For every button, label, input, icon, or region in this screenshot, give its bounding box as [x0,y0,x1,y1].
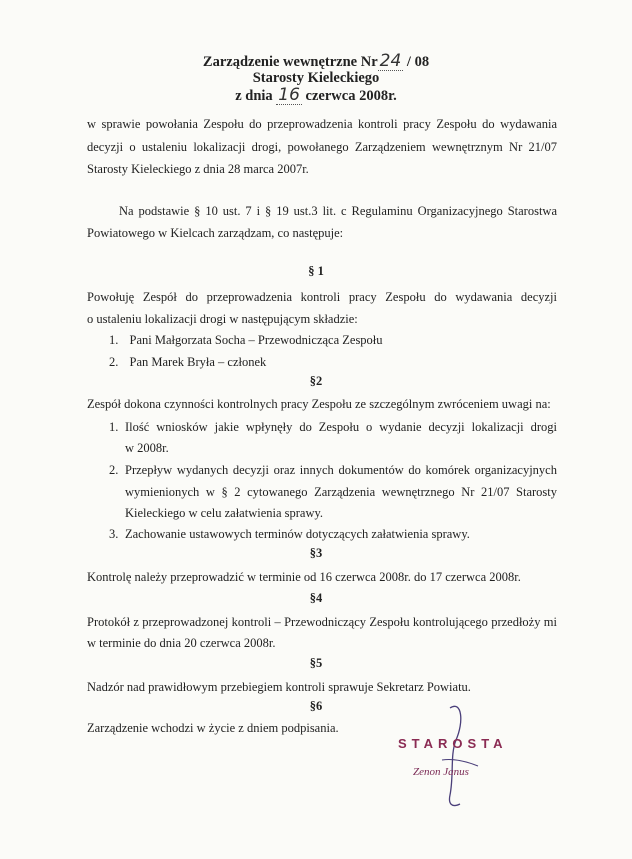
section-2-heading: §2 [309,374,323,388]
section-2-item-2-line-1: Przepływ wydanych decyzji oraz innych dokumentów do komórek organizacyjnych [125,463,557,477]
item-text: Pani Małgorzata Socha – Przewodnicząca Zespołu [129,333,383,347]
section-2-item-1-line-2: w 2008r. [125,441,169,455]
handwritten-day: 16 [278,85,300,105]
section-3-text: Kontrolę należy przeprowadzić w terminie od 16 czerwca 2008r. do 17 czerwca 2008r. [87,570,521,584]
section-1-heading: § 1 [308,264,324,278]
section-3-heading: §3 [309,546,323,560]
intro-line-1: w sprawie powołania Zespołu do przeprowadzenia kontroli pracy Zespołu do wydawania [87,117,557,131]
item-text: Pan Marek Bryła – członek [129,355,267,369]
handwritten-number: 24 [379,51,402,71]
intro-line-2: decyzji o ustaleniu lokalizacji drogi, powołanego Zarządzeniem wewnętrznym Nr 21/07 [87,140,557,154]
section-1-line-2: o ustaleniu lokalizacji drogi w następującym składzie: [87,312,358,326]
section-2-item-3-num: 3. [109,527,119,541]
section-5-heading: §5 [309,656,323,670]
section-2-item-2-line-3: Kieleckiego w celu załatwienia sprawy. [125,506,324,520]
handwritten-signature [420,700,490,810]
date-suffix: czerwca 2008r. [305,88,397,104]
section-1-item-2 [109,351,266,373]
section-1-item-1 [109,329,383,351]
section-1-line-1: Powołuję Zespół do przeprowadzenia kontroli pracy Zespołu do wydawania decyzji [87,290,557,304]
item-number: 1. [109,333,119,347]
section-5-text: Nadzór nad prawidłowym przebiegiem kontroli sprawuje Sekretarz Powiatu. [87,680,471,694]
date-prefix: z dnia [235,88,273,104]
official-stamp-title: STAROSTA [398,736,508,751]
section-6-heading: §6 [309,699,323,713]
section-2-item-3-line-1: Zachowanie ustawowych terminów dotyczących załatwienia sprawy. [125,527,470,541]
section-4-line-2: w terminie do dnia 20 czerwca 2008r. [87,636,276,650]
item-number: 2. [109,355,119,369]
intro-line-3: Starosty Kieleckiego z dnia 28 marca 2007r. [87,162,309,176]
section-6-text: Zarządzenie wchodzi w życie z dniem podpisania. [87,721,339,735]
basis-line-1: Na podstawie § 10 ust. 7 i § 19 ust.3 lit. c Regulaminu Organizacyjnego Starostwa [119,204,557,218]
document-issuer: Starosty Kieleckiego [252,70,380,86]
document-title [0,53,632,71]
document-date [0,87,632,105]
section-2-item-1-line-1: Ilość wniosków jakie wpłynęły do Zespołu o wydanie decyzji lokalizacji drogi [125,420,557,434]
section-2-item-2-num: 2. [109,463,119,477]
section-4-line-1: Protokół z przeprowadzonej kontroli – Przewodniczący Zespołu kontrolującego przedłoży mi [87,615,557,629]
official-stamp-name: Zenon Janus [413,766,469,778]
basis-line-2: Powiatowego w Kielcach zarządzam, co następuje: [87,226,344,240]
section-2-item-2-line-2: wymienionych w § 2 cytowanego Zarządzenia wewnętrznego Nr 21/07 Starosty [125,485,557,499]
section-2-intro: Zespół dokona czynności kontrolnych pracy Zespołu ze szczególnym zwróceniem uwagi na: [87,397,551,411]
section-2-item-1-num: 1. [109,420,119,434]
title-prefix: Zarządzenie wewnętrzne Nr [202,54,378,70]
title-suffix: / 08 [406,54,430,70]
section-4-heading: §4 [309,591,323,605]
